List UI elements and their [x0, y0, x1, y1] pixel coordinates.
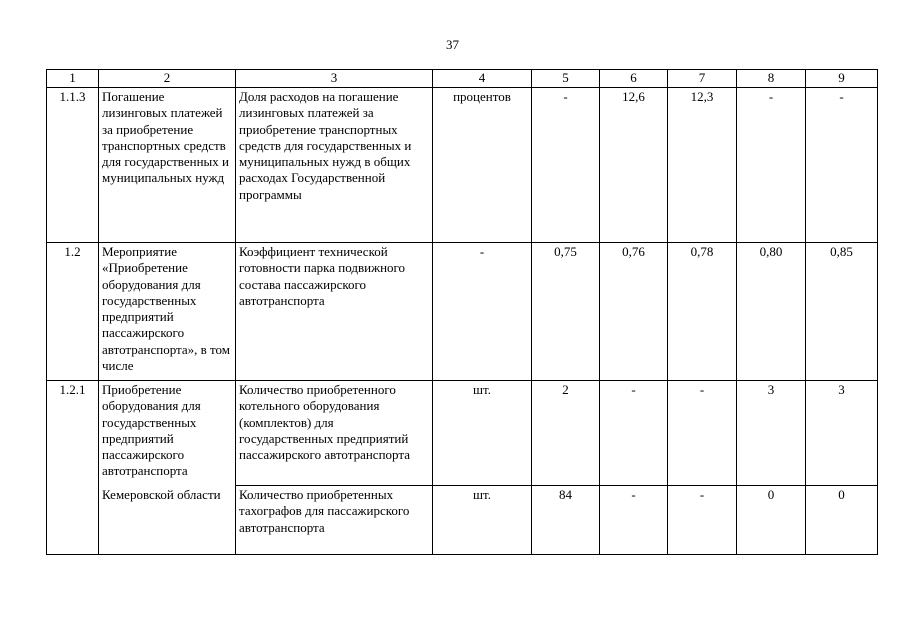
column-header: 8 [737, 70, 806, 88]
value-cell: - [600, 486, 668, 555]
indicator-name: Коэффициент технической готовности парка подвижного состава пассажирского автотранспорта [236, 243, 433, 381]
unit-cell: шт. [433, 486, 532, 555]
row-number: 1.2.1 [47, 381, 99, 555]
value-cell: 0,76 [600, 243, 668, 381]
table-row [47, 88, 878, 243]
row-number: 1.1.3 [47, 88, 99, 243]
value-cell: 0 [737, 486, 806, 555]
row-number: 1.2 [47, 243, 99, 381]
indicator-name: Доля расходов на погашение лизинговых платежей за приобретение транспортных средств для государственных и муниципальных нужд в общих расходах Государственной программы [236, 88, 433, 243]
measure-name: Мероприятие «Приобретение оборудования для государственных предприятий пассажирского автотранспорта», в том числе [99, 243, 236, 381]
value-cell: 3 [737, 381, 806, 486]
value-cell: 0,80 [737, 243, 806, 381]
indicator-name: Количество приобретенного котельного оборудования (комплектов) для государственных предприятий пассажирского автотранспорта [236, 381, 433, 486]
value-cell: 0,75 [532, 243, 600, 381]
value-cell: - [668, 381, 737, 486]
value-cell: - [532, 88, 600, 243]
table-row [47, 381, 878, 486]
value-cell: 3 [806, 381, 878, 486]
value-cell: - [806, 88, 878, 243]
column-header: 9 [806, 70, 878, 88]
value-cell: 0,78 [668, 243, 737, 381]
column-header: 5 [532, 70, 600, 88]
value-cell: 2 [532, 381, 600, 486]
column-header: 2 [99, 70, 236, 88]
value-cell: - [737, 88, 806, 243]
value-cell: 0,85 [806, 243, 878, 381]
measure-name: Приобретение оборудования для государственных предприятий пассажирского автотранспорта [99, 381, 236, 486]
value-cell: - [600, 381, 668, 486]
table-row [47, 486, 878, 555]
column-header: 3 [236, 70, 433, 88]
value-cell: 0 [806, 486, 878, 555]
page-number: 37 [446, 37, 459, 52]
program-indicators-table [46, 69, 878, 555]
value-cell: 12,3 [668, 88, 737, 243]
table-row [47, 243, 878, 381]
table-header-row [47, 70, 878, 88]
column-header: 1 [47, 70, 99, 88]
value-cell: - [668, 486, 737, 555]
column-header: 7 [668, 70, 737, 88]
unit-cell: - [433, 243, 532, 381]
column-header: 4 [433, 70, 532, 88]
measure-name: Погашение лизинговых платежей за приобретение транспортных средств для государственных и муниципальных нужд [99, 88, 236, 243]
unit-cell: процентов [433, 88, 532, 243]
column-header: 6 [600, 70, 668, 88]
measure-name-continued: Кемеровской области [99, 486, 236, 555]
value-cell: 12,6 [600, 88, 668, 243]
indicator-name: Количество приобретенных тахографов для пассажирского автотранспорта [236, 486, 433, 555]
unit-cell: шт. [433, 381, 532, 486]
value-cell: 84 [532, 486, 600, 555]
